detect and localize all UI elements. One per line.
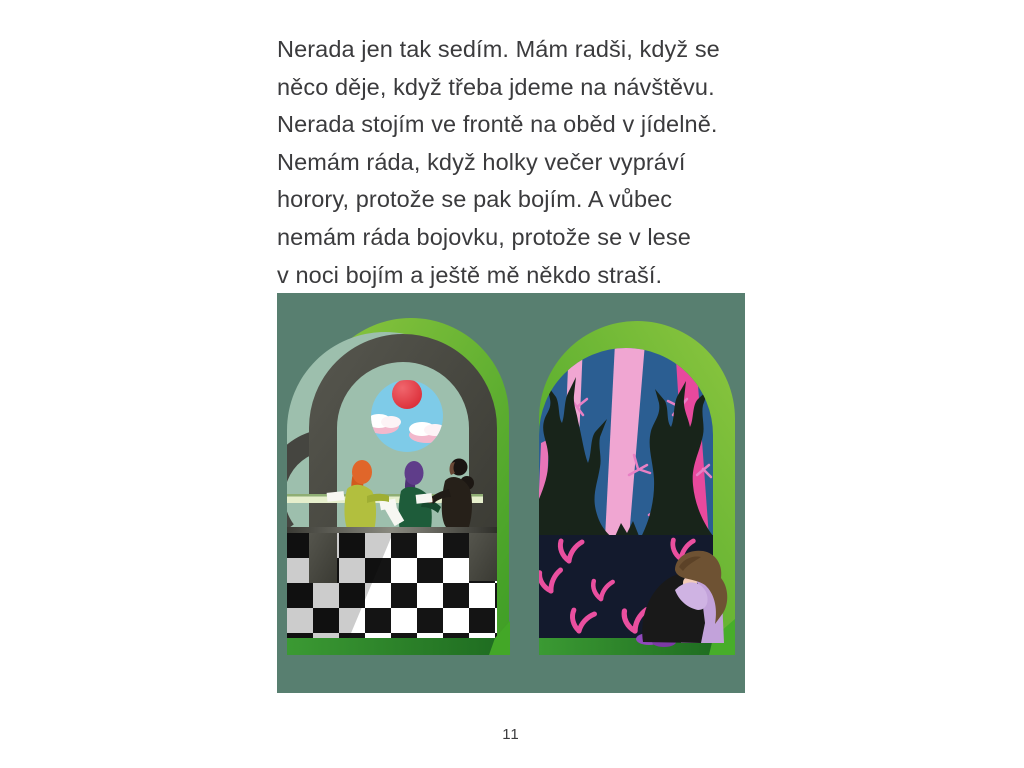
- illustration: [277, 293, 745, 693]
- paragraph-line: Nerada jen tak sedím. Mám radši, když se: [277, 36, 720, 62]
- paragraph-line: něco děje, když třeba jdeme na návštěvu.: [277, 73, 715, 100]
- page-number: 11: [502, 726, 520, 743]
- paragraph-line: nemám ráda bojovku, protože se v lese: [277, 223, 691, 250]
- story-paragraph: [277, 31, 757, 294]
- left-arch-scene: [277, 318, 510, 655]
- sun-icon: [392, 379, 422, 409]
- paragraph-line: v noci bojím a ještě mě někdo straší.: [277, 261, 663, 288]
- right-arch-scene: [537, 321, 735, 655]
- paragraph-line: Nerada stojím ve frontě na oběd v jídelně.: [277, 111, 718, 138]
- paragraph-line: horory, protože se pak bojím. A vůbec: [277, 186, 673, 213]
- checkerboard-floor: [287, 527, 497, 638]
- arcade-column: [469, 533, 497, 581]
- paragraph-line: Nemám ráda, když holky večer vypráví: [277, 148, 686, 175]
- paper-sheet: [327, 491, 345, 502]
- arcade-column: [309, 533, 337, 583]
- paper-sheet: [416, 493, 433, 504]
